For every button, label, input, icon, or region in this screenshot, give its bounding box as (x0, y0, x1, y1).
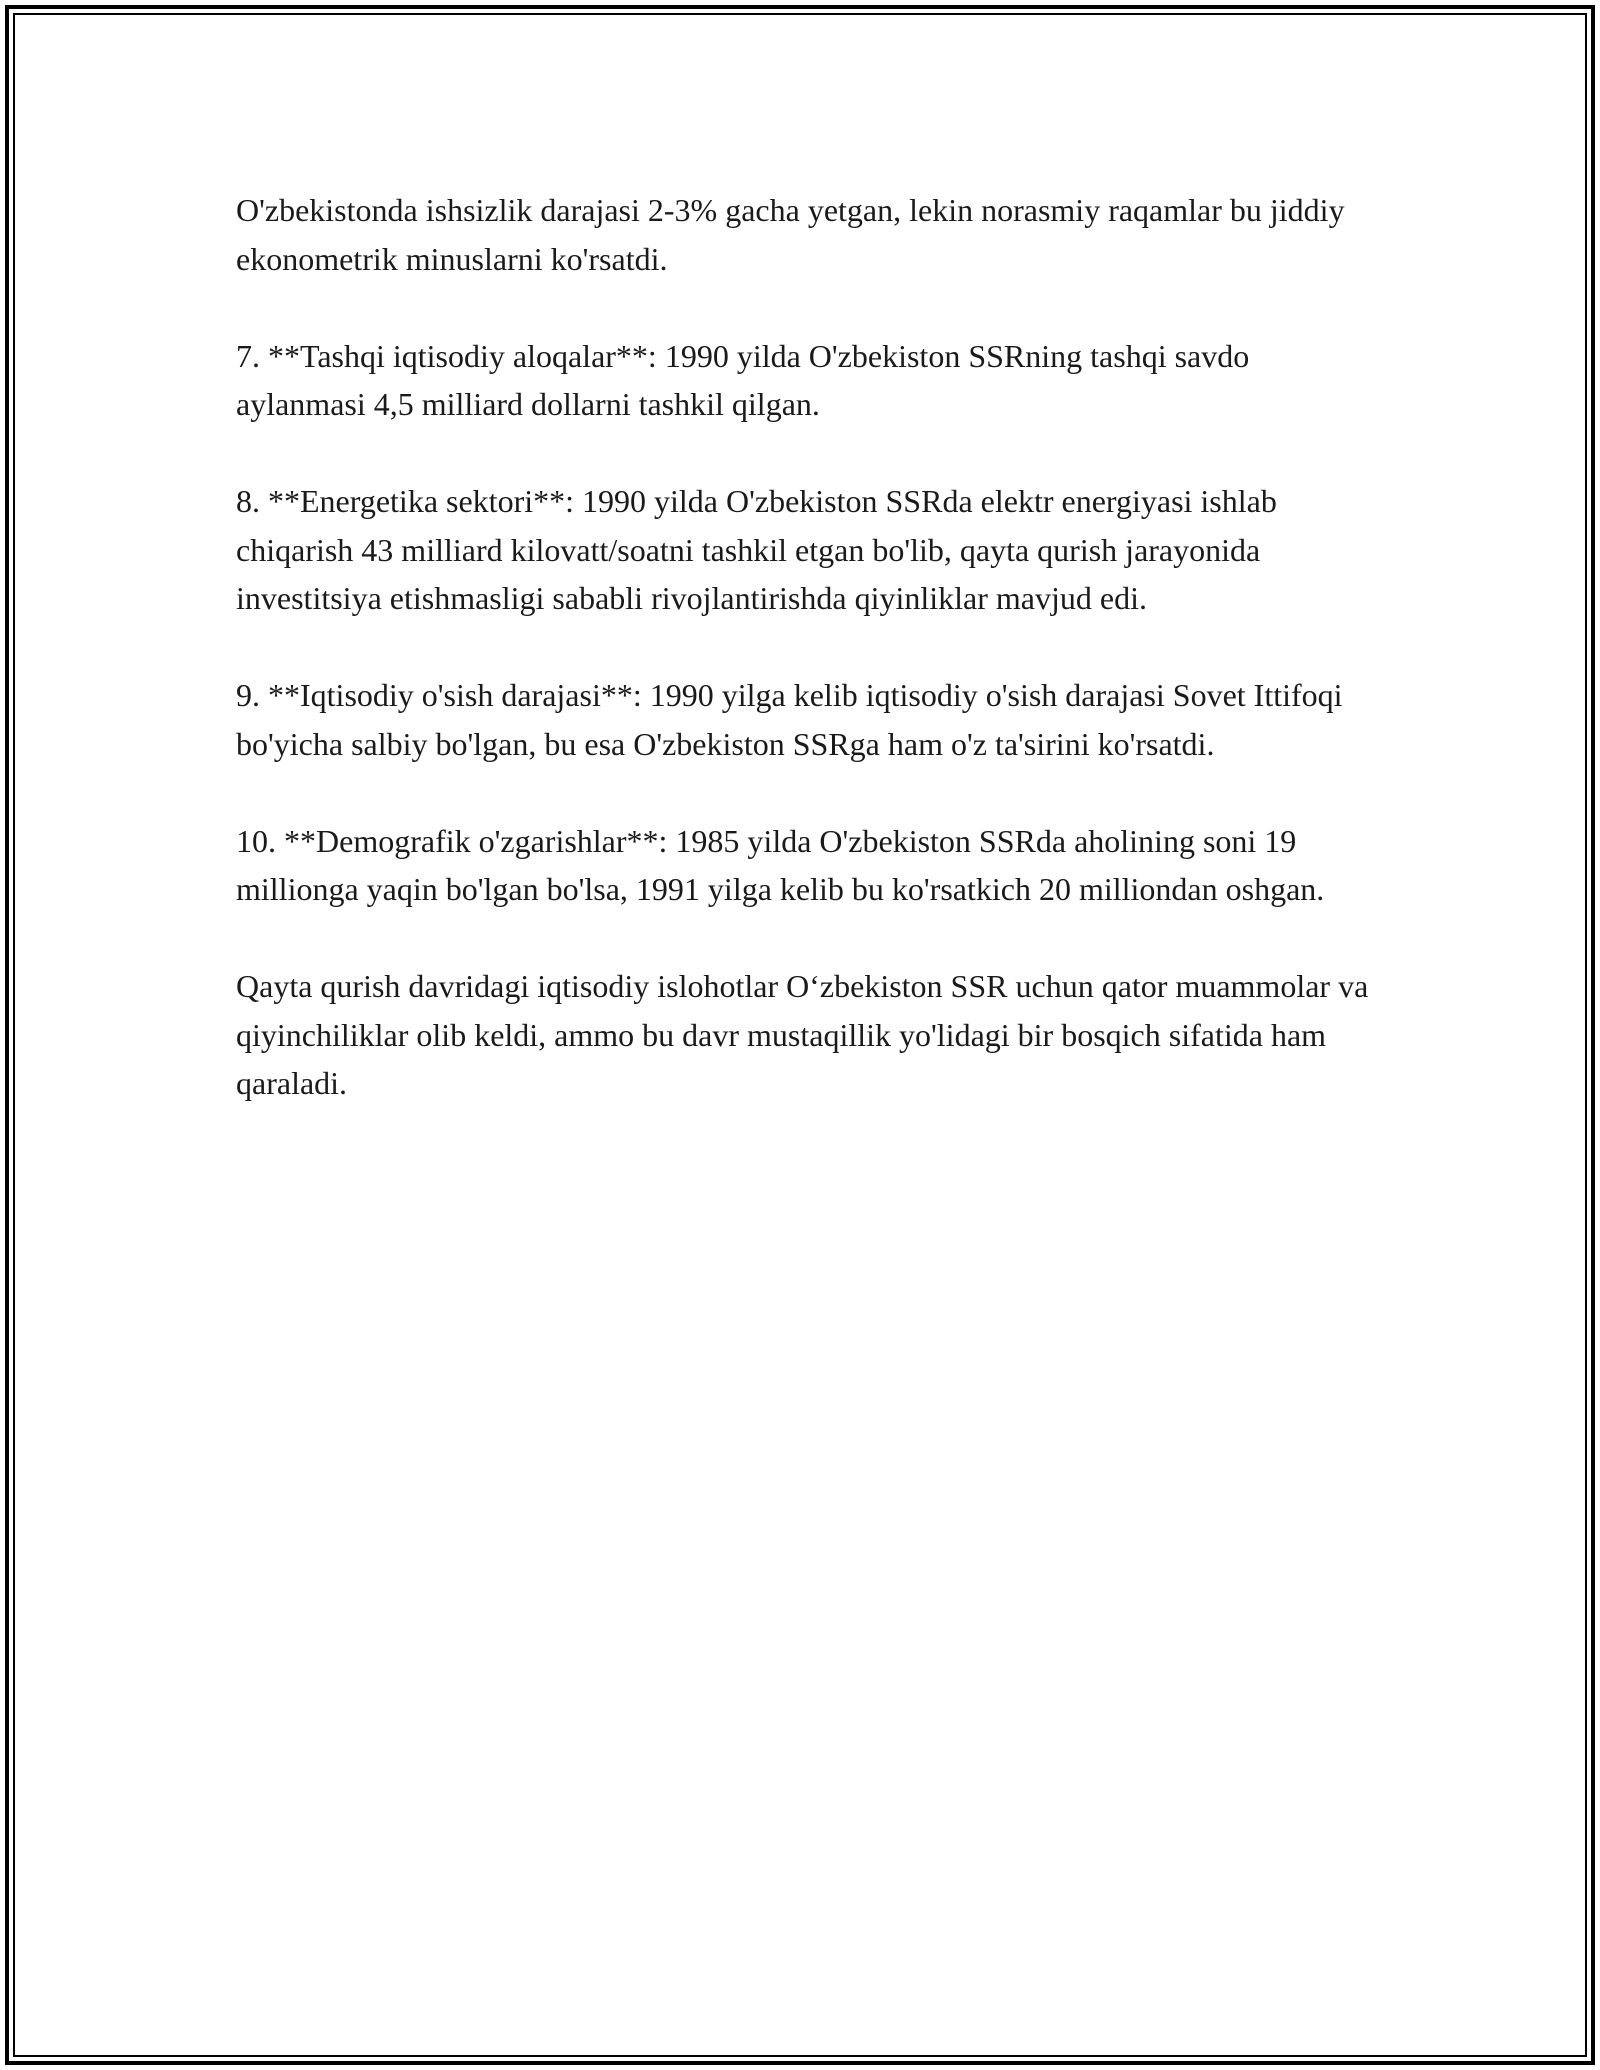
document-body (236, 186, 1386, 1156)
list-item-8-energy-sector: 8. **Energetika sektori**: 1990 yilda O'zbekiston SSRda elektr energiyasi ishlab chiqarish 43 milliard kilovatt/soatni tashkil etgan bo'lib, qayta qurish jarayonida investitsiya etishmasligi sababli rivojlantirishda qiyinliklar mavjud edi. (236, 483, 1277, 616)
list-item-10-demographics: 10. **Demografik o'zgarishlar**: 1985 yilda O'zbekiston SSRda aholining soni 19 millionga yaqin bo'lgan bo'lsa, 1991 yilga kelib bu ko'rsatkich 20 milliondan oshgan. (236, 822, 1325, 907)
paragraph-conclusion: Qayta qurish davridagi iqtisodiy islohotlar O‘zbekiston SSR uchun qator muammolar va qiyinchiliklar olib keldi, ammo bu davr mustaqillik yo'lidagi bir bosqich sifatida ham qaraladi. (236, 968, 1369, 1101)
paragraph-unemployment: O'zbekistonda ishsizlik darajasi 2-3% gacha yetgan, lekin norasmiy raqamlar bu jiddiy ekonometrik minuslarni ko'rsatdi. (236, 192, 1345, 277)
list-item-9-economic-growth: 9. **Iqtisodiy o'sish darajasi**: 1990 yilga kelib iqtisodiy o'sish darajasi Sovet Ittifoqi bo'yicha salbiy bo'lgan, bu esa O'zbekiston SSRga ham o'z ta'sirini ko'rsatdi. (236, 677, 1343, 762)
list-item-7-foreign-trade: 7. **Tashqi iqtisodiy aloqalar**: 1990 yilda O'zbekiston SSRning tashqi savdo aylanmasi 4,5 milliard dollarni tashkil qilgan. (236, 337, 1250, 422)
